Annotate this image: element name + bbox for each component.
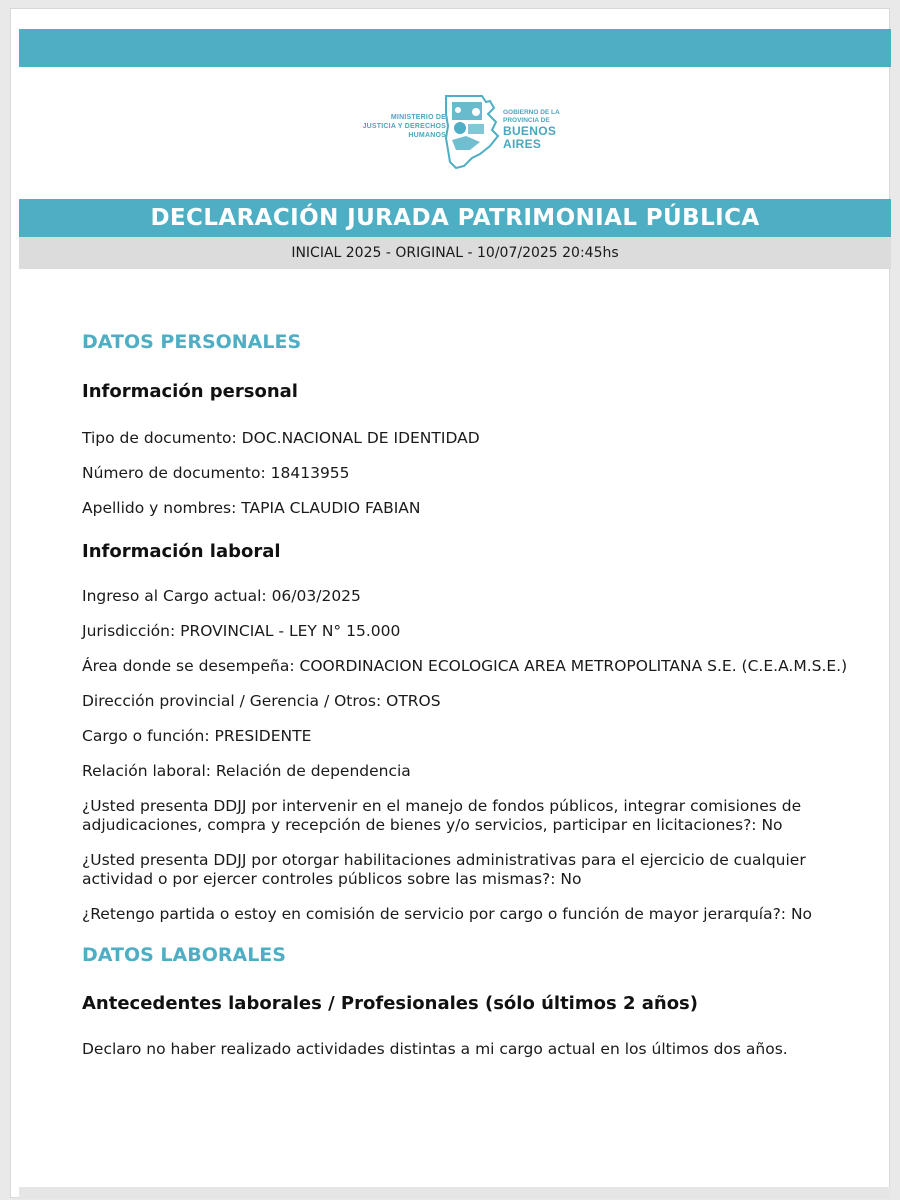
ministerio-line-3: HUMANOS [408, 132, 446, 139]
gobierno-buenos: BUENOS [503, 124, 557, 138]
ministerio-line-1: MINISTERIO DE [390, 114, 446, 121]
document-content [82, 331, 852, 1059]
ministerio-line-2: JUSTICIA Y DERECHOS [362, 123, 446, 130]
gobierno-logo-text [503, 109, 613, 151]
field-ingreso-cargo: Ingreso al Cargo actual: 06/03/2025 [82, 587, 361, 605]
ministerio-logo-text [346, 113, 446, 140]
field-pregunta-retengo: ¿Retengo partida o estoy en comisión de servicio por cargo o función de mayor jerarquía?: No [82, 905, 813, 923]
gobierno-line-2: PROVINCIA DE [503, 117, 550, 124]
bottom-gray-band [19, 1187, 891, 1199]
subtitle-informacion-personal: Información personal [82, 381, 298, 402]
field-jurisdiccion: Jurisdicción: PROVINCIAL - LEY N° 15.000 [82, 622, 401, 640]
field-area: Área donde se desempeña: COORDINACION ECOLOGICA AREA METROPOLITANA S.E. (C.E.A.M.S.E.) [82, 657, 848, 675]
top-color-band [19, 29, 891, 67]
document-page [10, 8, 890, 1198]
section-title-datos-personales: DATOS PERSONALES [82, 331, 302, 353]
document-subtitle: INICIAL 2025 - ORIGINAL - 10/07/2025 20:45hs [19, 237, 891, 269]
gobierno-aires: AIRES [503, 137, 542, 151]
field-tipo-documento: Tipo de documento: DOC.NACIONAL DE IDENTIDAD [82, 429, 480, 447]
province-map-logo-icon [436, 92, 500, 172]
field-relacion-laboral: Relación laboral: Relación de dependencia [82, 762, 411, 780]
field-apellido-nombres: Apellido y nombres: TAPIA CLAUDIO FABIAN [82, 499, 421, 517]
subtitle-antecedentes-laborales: Antecedentes laborales / Profesionales (sólo últimos 2 años) [82, 993, 698, 1014]
document-title: DECLARACIÓN JURADA PATRIMONIAL PÚBLICA [19, 199, 891, 237]
field-direccion: Dirección provincial / Gerencia / Otros: OTROS [82, 692, 441, 710]
subtitle-informacion-laboral: Información laboral [82, 541, 281, 562]
field-pregunta-fondos: ¿Usted presenta DDJJ por intervenir en el manejo de fondos públicos, integrar comisiones de adjudicaciones, compra y recepción de bienes y/o servicios, participar en licitaciones?: No [82, 797, 802, 834]
header-logos [11, 87, 891, 182]
section-title-datos-laborales: DATOS LABORALES [82, 944, 286, 966]
gobierno-line-1: GOBIERNO DE LA [503, 109, 560, 116]
field-pregunta-habilitaciones: ¿Usted presenta DDJJ por otorgar habilitaciones administrativas para el ejercicio de cualquier actividad o por ejercer controles públicos sobre las mismas?: No [82, 851, 806, 888]
field-cargo: Cargo o función: PRESIDENTE [82, 727, 312, 745]
field-declaracion: Declaro no haber realizado actividades distintas a mi cargo actual en los últimos dos años. [82, 1040, 788, 1058]
field-numero-documento: Número de documento: 18413955 [82, 464, 350, 482]
